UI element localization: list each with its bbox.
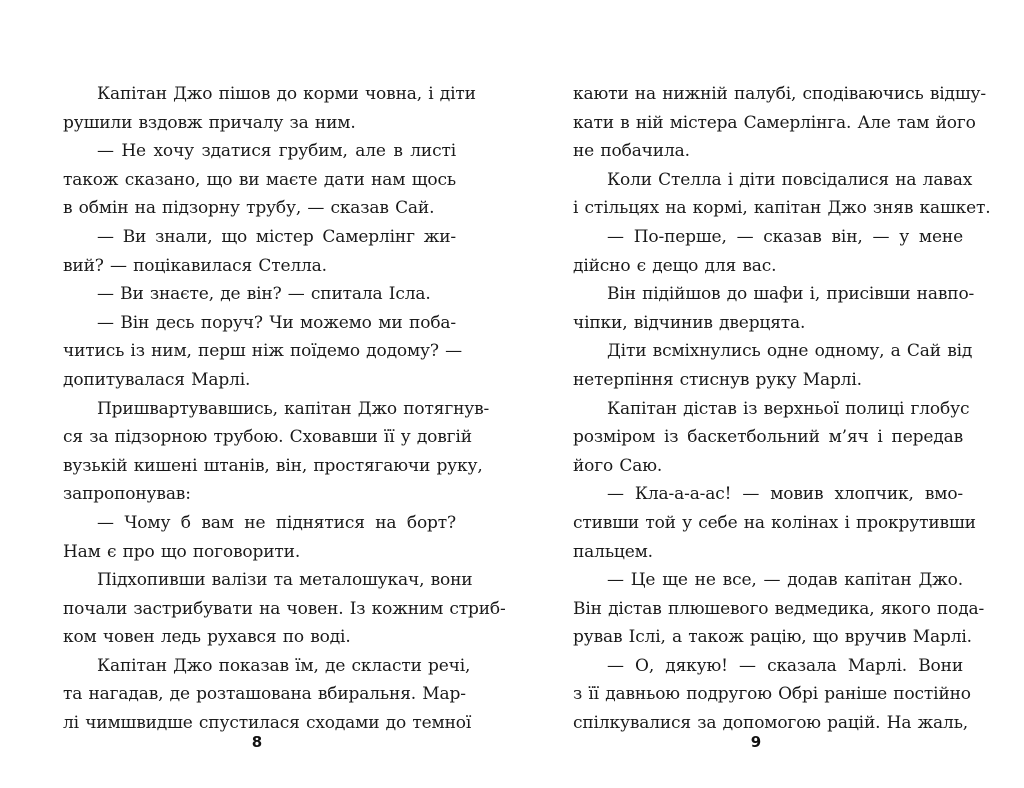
- text-line: стивши той у себе на колінах і прокрутивши: [573, 512, 976, 533]
- text-line: Пришвартувавшись, капітан Джо потягнув-: [97, 398, 490, 419]
- text-line: — По-перше, — сказав він, — у мене: [607, 226, 963, 247]
- text-line: також сказано, що ви маєте дати нам щось: [63, 169, 456, 190]
- text-line: Підхопивши валізи та металошукач, вони: [97, 570, 473, 591]
- text-line: — Це ще не все, — додав капітан Джо.: [607, 570, 963, 591]
- text-line: читись із ним, перш ніж поїдемо додому? —: [63, 341, 462, 362]
- text-line: чіпки, відчинив дверцята.: [573, 312, 806, 333]
- text-line: каюти на нижній палубі, сподіваючись відшу-: [573, 84, 986, 104]
- text-line: в обмін на підзорну трубу, — сказав Сай.: [63, 198, 435, 219]
- right-page-number: 9: [750, 733, 762, 751]
- text-line: — Ви знаєте, де він? — спитала Ісла.: [97, 284, 431, 305]
- text-line: кати в ній містера Самерлінга. Але там його: [573, 112, 976, 133]
- text-line: лі чимшвидше спустилася сходами до темної: [63, 713, 472, 734]
- text-line: — О, дякую! — сказала Марлі. Вони: [607, 655, 963, 676]
- text-line: запропонував:: [63, 484, 191, 505]
- text-line: спілкувалися за допомогою рацій. На жаль,: [573, 713, 969, 734]
- text-line: Капітан Джо показав їм, де скласти речі,: [97, 655, 471, 676]
- text-line: його Саю.: [573, 455, 663, 476]
- right-page-text: [573, 80, 991, 738]
- text-line: розміром із баскетбольний м’яч і передав: [573, 427, 963, 448]
- text-line: Нам є про що поговорити.: [63, 541, 301, 562]
- text-line: вий? — поцікавилася Стелла.: [63, 255, 327, 276]
- text-line: і стільцях на кормі, капітан Джо зняв кашкет.: [573, 198, 991, 219]
- text-line: нетерпіння стиснув руку Марлі.: [573, 369, 862, 390]
- text-line: — Ви знали, що містер Самерлінг жи-: [97, 226, 456, 247]
- left-page-text: [63, 80, 506, 738]
- text-line: — Він десь поруч? Чи можемо ми поба-: [97, 312, 456, 333]
- text-line: дійсно є дещо для вас.: [573, 255, 777, 276]
- text-line: ком човен ледь рухався по воді.: [63, 627, 351, 648]
- text-line: Діти всміхнулись одне одному, а Сай від: [607, 341, 973, 362]
- text-line: вузькій кишені штанів, він, простягаючи руку,: [63, 455, 483, 476]
- text-line: почали застрибувати на човен. Із кожним стриб-: [63, 598, 506, 619]
- text-line: не побачила.: [573, 141, 690, 162]
- text-line: Він підійшов до шафи і, присівши навпо-: [607, 284, 975, 305]
- text-line: ся за підзорною трубою. Сховавши її у довгій: [63, 427, 472, 448]
- text-line: з її давньою подругою Обрі раніше постійно: [573, 684, 971, 705]
- text-line: — Кла-а-а-ас! — мовив хлопчик, вмо-: [607, 484, 963, 505]
- text-line: допитувалася Марлі.: [63, 369, 251, 390]
- text-line: рушили вздовж причалу за ним.: [63, 112, 356, 133]
- right-page: [512, 0, 1024, 788]
- text-line: — Не хочу здатися грубим, але в листі: [97, 141, 456, 162]
- text-line: та нагадав, де розташована вбиральня. Мар-: [63, 684, 466, 705]
- text-line: пальцем.: [573, 541, 653, 562]
- text-line: Він дістав плюшевого ведмедика, якого пода-: [573, 598, 985, 619]
- text-line: — Чому б вам не піднятися на борт?: [97, 512, 456, 533]
- text-line: Капітан Джо пішов до корми човна, і діти: [97, 84, 476, 104]
- left-page-number: 8: [251, 733, 263, 751]
- text-line: рував Іслі, а також рацію, що вручив Марлі.: [573, 627, 972, 648]
- text-line: Капітан дістав із верхньої полиці глобус: [607, 398, 970, 419]
- text-line: Коли Стелла і діти повсідалися на лавах: [607, 169, 973, 190]
